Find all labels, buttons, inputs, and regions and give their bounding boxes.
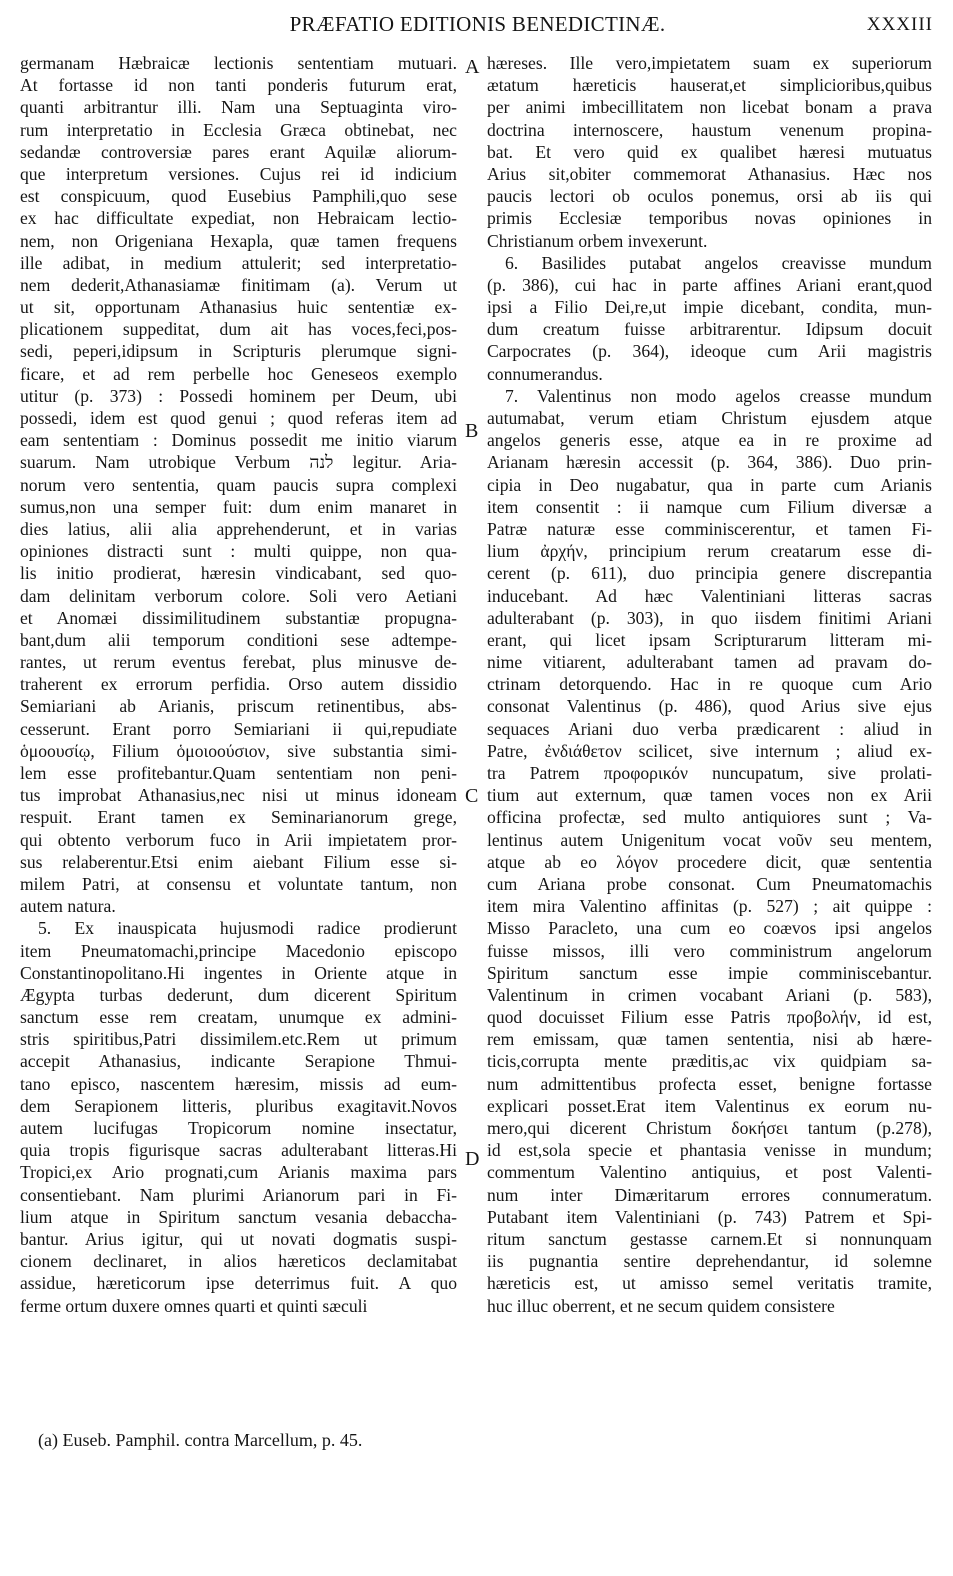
text-line: connumerandus. [487,363,603,384]
text-line: angelos generis esse, atque ea in re proxime ad [487,430,932,451]
text-line: Patre, ἐνδιάθετον scilicet, sive internum ; aliud ex- [487,740,932,761]
text-line: Patræ naturæ esse comminiscerentur, et tamen Fi- [487,518,932,539]
text-line: ipsi a Filio Dei,re,ut impie dicebant, condita, mun- [487,297,932,318]
text-line: sedandæ controversiæ pares erant Aquilæ aliorum- [20,141,457,162]
text-line: ticis,corrupta mente præditis,ac vix quidpiam sa- [487,1051,932,1072]
margin-letter-d: D [465,1148,480,1170]
text-line: Arius sit,obiter commemorat Athanasius. Hæc nos [487,163,932,184]
text-line: lium ἀρχήν, principium rerum creatarum esse di- [487,541,932,562]
text-line: sus relaberentur.Etsi enim aiebant Filium esse si- [20,851,457,872]
text-line: rantes, ut rerum eventus ferebat, plus minusve de- [20,652,457,673]
text-line: respuit. Erant tamen ex Seminarianorum grege, [20,807,457,828]
text-line: cerent (p. 611), duo principia genere discrepantia [487,563,932,584]
text-line: Carpocrates (p. 364), ideoque cum Arii magistris [487,341,932,362]
page-header [20,6,935,46]
text-line: cipia in Deo nugabatur, qua in parte cum Arianis [487,474,932,495]
text-line: autem natura. [20,896,116,917]
text-line: ὁμοουσίῳ, Filium ὁμοιοούσιον, sive substantia simi- [20,740,457,761]
text-line: sanctum esse rem creatam, unumque ex admini- [20,1007,457,1028]
text-line: sedi, peperi,idipsum in Scripturis plerumque signi- [20,341,457,362]
text-line: est conspicuum, quod Eusebius Pamphili,quo sese [20,186,457,207]
text-line: Semiariani ab Arianis, priscum retinentibus, abs- [20,696,457,717]
text-line: qui obtento verborum fuco in Arii impietatem pror- [20,829,457,850]
text-line: lentinus autem Unigenitum vocat νοῦν seu mentem, [487,829,932,850]
text-line: item Pneumatomachi,principe Macedonio episcopo [20,940,457,961]
text-line: commentum Valentino antiquius, et post Valenti- [487,1162,932,1183]
text-line: autem lucifugas Tropicorum nomine insectatur, [20,1118,457,1138]
text-line: cesserunt. Erant porro Semiariani ii qui,repudiate [20,718,457,739]
text-line: quanti arbitrantur illi. Nam una Septuaginta viro- [20,97,457,118]
text-line: adulterabant (p. 303), in quo iisdem finitimi Ariani [487,607,932,628]
text-line: atque ab eo λόγον procedere dicit, quæ sententia [487,851,932,872]
text-line: ferme ortum duxere omnes quarti et quinti sæculi [20,1295,368,1316]
text-line: At fortasse id non tanti ponderis futurum erat, [20,75,457,96]
text-line: bant,dum alii temporum conditioni sese adtempe- [20,629,457,650]
text-line: norum vero sententia, quam paucis supra complexi [20,474,457,495]
text-line: 6. Basilides putabat angelos creavisse mundum [505,252,932,273]
text-line: quia tropis figurisque sacras adulterabant litteras.Hi [20,1140,457,1161]
text-line: inducebant. Ad hæc Valentiniani litteras sacras [487,585,932,606]
text-line: nem, non Origeniana Hexapla, quæ tamen frequens [20,230,457,251]
running-title: PRÆFATIO EDITIONIS BENEDICTINÆ. [289,12,666,36]
text-line: Arianam hæresin accessit (p. 364, 386). Duo prin- [487,452,932,473]
text-line: lem esse profitebantur.Quam sententiam non peni- [20,763,457,783]
text-line: ficare, et ad rem perbelle hoc Geneseos exemplo [20,363,457,384]
text-line: traherent ex errorum perfidia. Orso autem dissidio [20,674,457,695]
text-line: utitur (p. 373) : Possedi hominem per Deum, ubi [20,385,457,406]
text-line: dies latius, alii alia apprehenderunt, et in varias [20,518,457,539]
text-line: mero,qui dicerent Christum δοκήσει tantum (p.278), [487,1118,932,1138]
text-line: que interpretum versiones. Cujus rei id indicium [20,163,457,184]
footnote: (a) Euseb. Pamphil. contra Marcellum, p. 45. [38,1430,363,1450]
text-line: autumabat, verum etiam Christum ejusdem atque [487,408,932,428]
margin-letter-b: B [465,420,479,442]
margin-letter-a: A [465,56,480,78]
text-line: nime vitiarent, adulterabant tamen ad pravam do- [487,652,932,673]
text-line: explicari posset.Erat item Valentinus ex eorum nu- [487,1095,932,1116]
text-line: eam sententiam : Dominus possedit me initio viarum [20,430,457,451]
text-line: lium atque in Spiritum sanctum vesania debaccha- [20,1206,457,1227]
text-line: item mira Valentino affinitas (p. 527) ; ait quippe : [487,896,932,917]
text-line: primis Ecclesiæ temporibus novas opiniones in [487,208,932,229]
text-line: stris spiritibus,Patri dissimilem.etc.Rem ut primum [20,1029,457,1050]
text-line: sequaces Ariani duo verba prædicarent : aliud in [487,718,932,739]
text-line: tra Patrem προφορικόν nuncupatum, sive prolati- [487,763,932,783]
text-line: dam delinitam verborum colore. Soli vero Aetiani [20,585,457,606]
text-line: erant, qui licet ipsam Scripturarum litteram mi- [487,629,932,650]
text-line: dem Serapionem litteris, pluribus exagitavit.Novos [20,1095,457,1116]
text-line: ctrinam detorquendo. Hac in re quoque cum Ario [487,674,932,695]
text-line: ille adibat, in medium attulerit; sed interpretatio- [20,252,457,273]
margin-letter-c: C [465,785,479,807]
text-line: item consentit : ii namque cum Filium diversæ a [487,496,932,517]
text-line: rem emissam, quæ tamen sententia, nisi ab hære- [487,1029,932,1050]
text-line: (p. 386), cui hac in parte affines Ariani erant,quod [487,274,932,295]
text-line: Valentinum in crimen vocabant Ariani (p. 583), [487,984,932,1005]
text-line: Constantinopolitano.Hi ingentes in Oriente atque in [20,962,457,983]
text-line: paucis lectori ob oculos ponemus, orsi ab iis qui [487,186,932,207]
text-line: ritum sanctum gestasse carnem.Et si nonnunquam [487,1228,932,1249]
text-line: ut sit, opportunam Athanasius huic sententiæ ex- [20,297,457,318]
text-line: fuisse missos, illi vero comministrum angelorum [487,940,932,961]
text-line: Ægypta turbas dederunt, dum dicerent Spiritum [20,984,457,1005]
text-line: plicationem suppeditat, dum ait has voces,feci,pos- [20,319,457,340]
text-line: per animi imbecillitatem non licebat bonam a prava [487,97,932,118]
text-line: accepit Athanasius, indicante Serapione Thmui- [20,1051,457,1072]
right-column [487,52,932,1317]
text-line: lis initio prodierat, hæresin vindicabant, sed quo- [20,563,457,584]
text-line: num inter Dimæritarum errores connumeratum. [487,1184,932,1205]
text-line: num admittentibus profecta esset, benigne fortasse [487,1073,932,1094]
text-line: ætatum hæreticis hauserat,et simplicioribus,quibus [487,75,932,96]
text-line: possedi, idem est quod genui ; quod referas item ad [20,408,457,428]
text-line: tium aut externum, quæ tamen voces non ex Arii [487,785,932,806]
page-number: XXXIII [866,14,933,35]
text-line: Putabant item Valentiniani (p. 743) Patrem et Spi- [487,1206,932,1227]
text-line: bantur. Arius igitur, qui ut novati dogmatis suspi- [20,1228,457,1249]
text-line: consonat Valentinus (p. 486), quod Arius sive ejus [487,696,932,717]
text-line: assidue, hæreticorum ipse deterrimus fuit. A quo [20,1273,457,1294]
text-line: ex hac difficultate expediat, non Hebraicam lectio- [20,208,457,229]
text-line: Christianum orbem invexerunt. [487,230,708,251]
left-column [20,52,457,1317]
text-line: bat. Et vero quid ex qualibet hæresi mutuatus [487,141,932,162]
text-line: milem Patri, at consensu et voluntate tantum, non [20,873,457,894]
text-line: tus improbat Athanasius,nec nisi ut minus idoneam [20,785,457,806]
text-line: suarum. Nam utrobique Verbum לנה legitur. Aria- [20,452,457,473]
text-line: hæreticis est, ut amisso semel veritatis tramite, [487,1273,932,1294]
text-line: Spiritum sanctum esse impie comminiscebantur. [487,962,932,983]
text-line: 5. Ex inauspicata hujusmodi radice prodierunt [38,918,457,939]
text-line: iis pugnantia sentire deprehendantur, id solemne [487,1251,932,1272]
text-line: hæreses. Ille vero,impietatem suam ex superiorum [487,53,932,73]
text-line: et Anomæi dissimilitudinem substantiæ propugna- [20,607,457,628]
text-line: doctrina internoscere, haustum venenum propina- [487,119,932,140]
text-line: cionem declinaret, in alios hæreticos declamitabat [20,1251,457,1272]
text-line: germanam Hæbraicæ lectionis sententiam mutuari. [20,53,457,73]
text-line: sumus,non una semper fuit: dum enim manaret in [20,496,457,517]
text-line: Misso Paracleto, una cum eo coævos ipsi angelos [487,918,932,939]
text-line: huc illuc oberrent, et ne secum quidem consistere [487,1295,835,1316]
text-line: tano episco, nascentem hæresim, missis ad eum- [20,1073,457,1094]
text-line: officina profectæ, sed multo antiquiores sunt ; Va- [487,807,932,828]
text-line: nem dederit,Athanasiamæ finitimam (a). Verum ut [20,274,457,295]
text-line: consentiebant. Nam plurimi Arianorum pari in Fi- [20,1184,457,1205]
text-line: rum interpretatio in Ecclesia Græca obtinebat, nec [20,119,457,140]
text-line: id est,sola specie et phantasia venisse in mundum; [487,1140,932,1161]
text-line: dum creatum fuisse arbitrarentur. Idipsum docuit [487,319,932,340]
text-line: quod docuisset Filium esse Patris προβολήν, id est, [487,1007,932,1028]
text-line: Tropici,ex Ario prognati,cum Arianis maxima pars [20,1162,457,1183]
text-line: opiniones distracti sunt : multi quippe, non qua- [20,541,457,562]
text-line: cum Ariana probe consonat. Cum Pneumatomachis [487,873,932,894]
text-line: 7. Valentinus non modo agelos creasse mundum [505,385,932,406]
